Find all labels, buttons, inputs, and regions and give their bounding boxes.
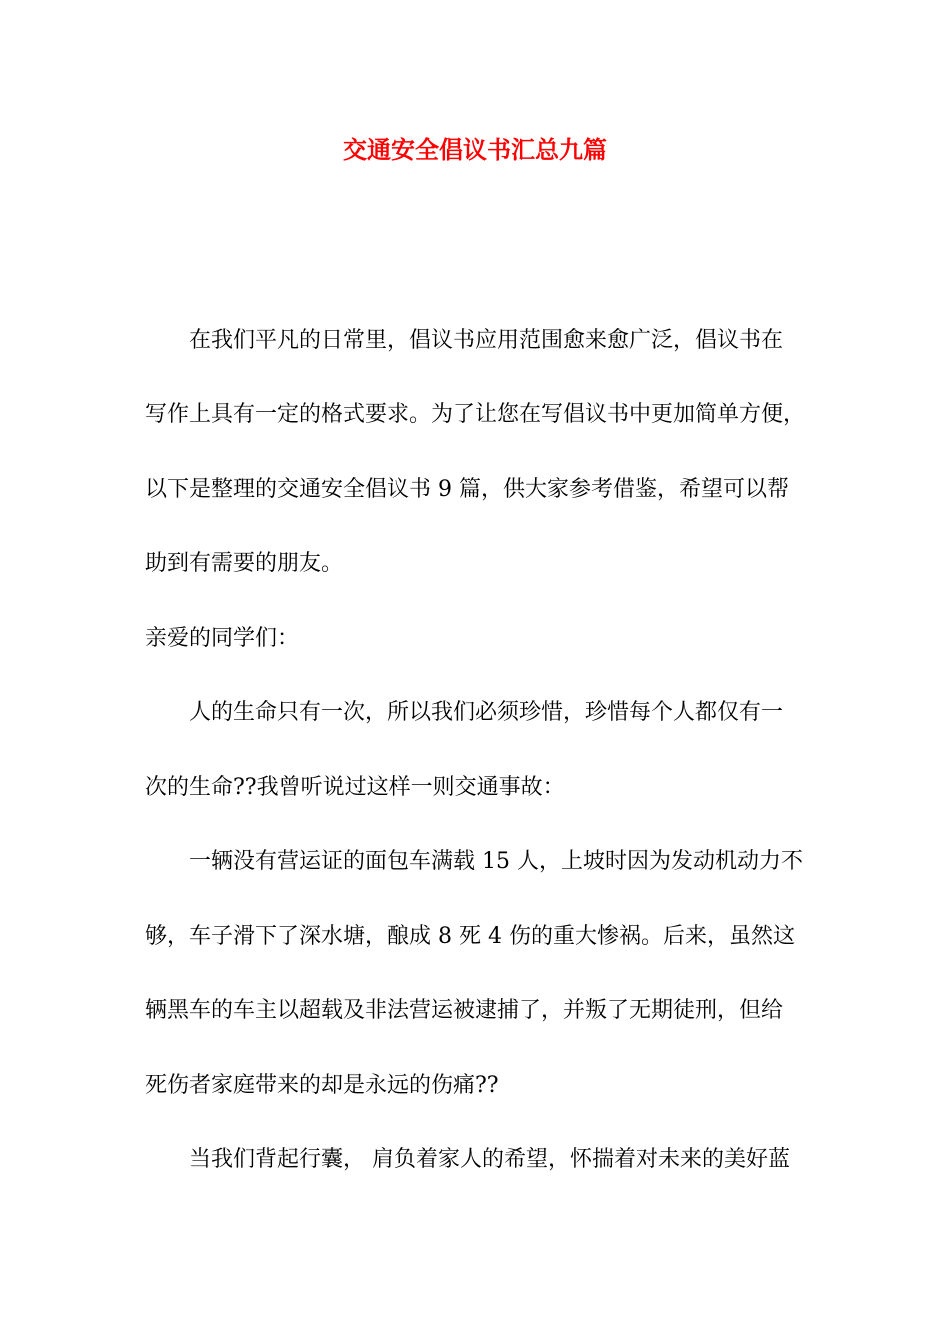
paragraph-line: 当我们背起行囊， 肩负着家人的希望，怀揣着对未来的美好蓝 xyxy=(189,1147,790,1172)
paragraph-line: 死伤者家庭带来的却是永远的伤痛?? xyxy=(145,1073,499,1098)
salutation: 亲爱的同学们： xyxy=(145,626,300,651)
paragraph-line: 人的生命只有一次，所以我们必须珍惜，珍惜每个人都仅有一 xyxy=(189,700,784,725)
paragraph-line: 辆黑车的车主以超载及非法营运被逮捕了，并叛了无期徒刑，但给 xyxy=(145,998,784,1023)
paragraph-line: 次的生命??我曾听说过这样一则交通事故： xyxy=(145,775,565,800)
paragraph-line: 助到有需要的朋友。 xyxy=(145,551,344,576)
paragraph-line: 一辆没有营运证的面包车满载 15 人，上坡时因为发动机动力不 xyxy=(189,849,803,874)
paragraph-line: 在我们平凡的日常里，倡议书应用范围愈来愈广泛，倡议书在 xyxy=(189,328,784,353)
paragraph-line: 够，车子滑下了深水塘，酿成 8 死 4 伤的重大惨祸。后来，虽然这 xyxy=(145,924,795,949)
paragraph-line: 写作上具有一定的格式要求。为了让您在写倡议书中更加简单方便， xyxy=(145,402,806,427)
document-title: 交通安全倡议书汇总九篇 xyxy=(343,135,607,164)
paragraph-line: 以下是整理的交通安全倡议书 9 篇，供大家参考借鉴，希望可以帮 xyxy=(145,477,789,502)
